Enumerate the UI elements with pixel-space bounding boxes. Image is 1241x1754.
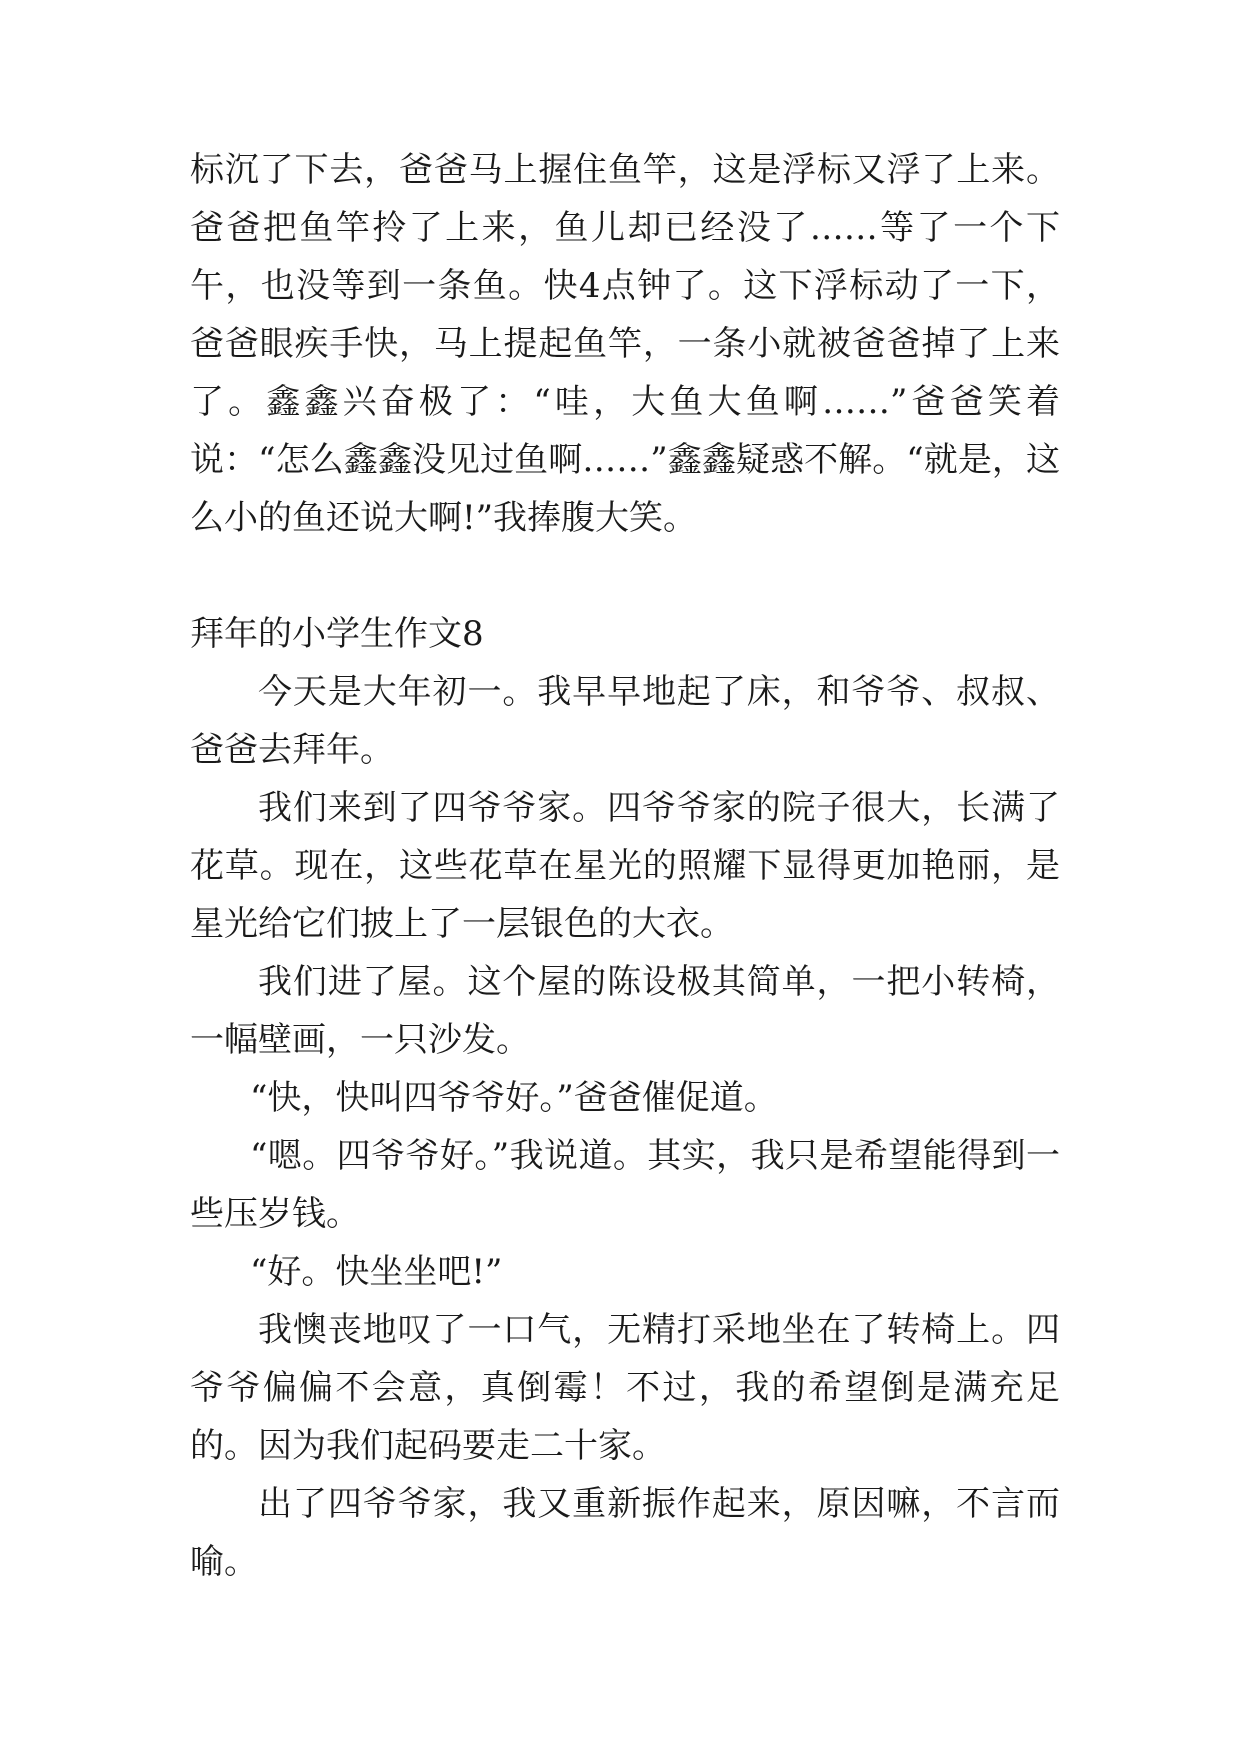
paragraph: “快，快叫四爷爷好。”爸爸催促道。 xyxy=(250,1078,778,1118)
paragraph: “嗯。四爷爷好。”我说道。其实，我只是希望能得到一些压岁钱。 xyxy=(190,1136,1060,1234)
section-title: 拜年的小学生作文8 xyxy=(190,614,484,654)
paragraph: “好。快坐坐吧!” xyxy=(250,1252,503,1292)
paragraph: 今天是大年初一。我早早地起了床，和爷爷、叔叔、爸爸去拜年。 xyxy=(190,672,1060,770)
continuation-paragraph: 标沉了下去，爸爸马上握住鱼竿，这是浮标又浮了上来。爸爸把鱼竿拎了上来，鱼儿却已经没了……等了一个下午，也没等到一条鱼。快4点钟了。这下浮标动了一下，爸爸眼疾手快，马上提起鱼竿，一条小就被爸爸掉了上来了。鑫鑫兴奋极了：“哇，大鱼大鱼啊……”爸爸笑着说：“怎么鑫鑫没见过鱼啊……”鑫鑫疑惑不解。“就是，这么小的鱼还说大啊!”我捧腹大笑。 xyxy=(190,150,1060,538)
document-body xyxy=(190,141,1060,1591)
section-gap xyxy=(190,547,1060,605)
paragraph: 我们来到了四爷爷家。四爷爷家的院子很大，长满了花草。现在，这些花草在星光的照耀下显得更加艳丽，是星光给它们披上了一层银色的大衣。 xyxy=(190,788,1060,944)
paragraph: 出了四爷爷家，我又重新振作起来，原因嘛，不言而喻。 xyxy=(190,1484,1060,1582)
paragraph: 我们进了屋。这个屋的陈设极其简单，一把小转椅，一幅壁画，一只沙发。 xyxy=(190,962,1060,1060)
paragraph: 我懊丧地叹了一口气，无精打采地坐在了转椅上。四爷爷偏偏不会意，真倒霉！不过，我的希望倒是满充足的。因为我们起码要走二十家。 xyxy=(190,1310,1060,1466)
